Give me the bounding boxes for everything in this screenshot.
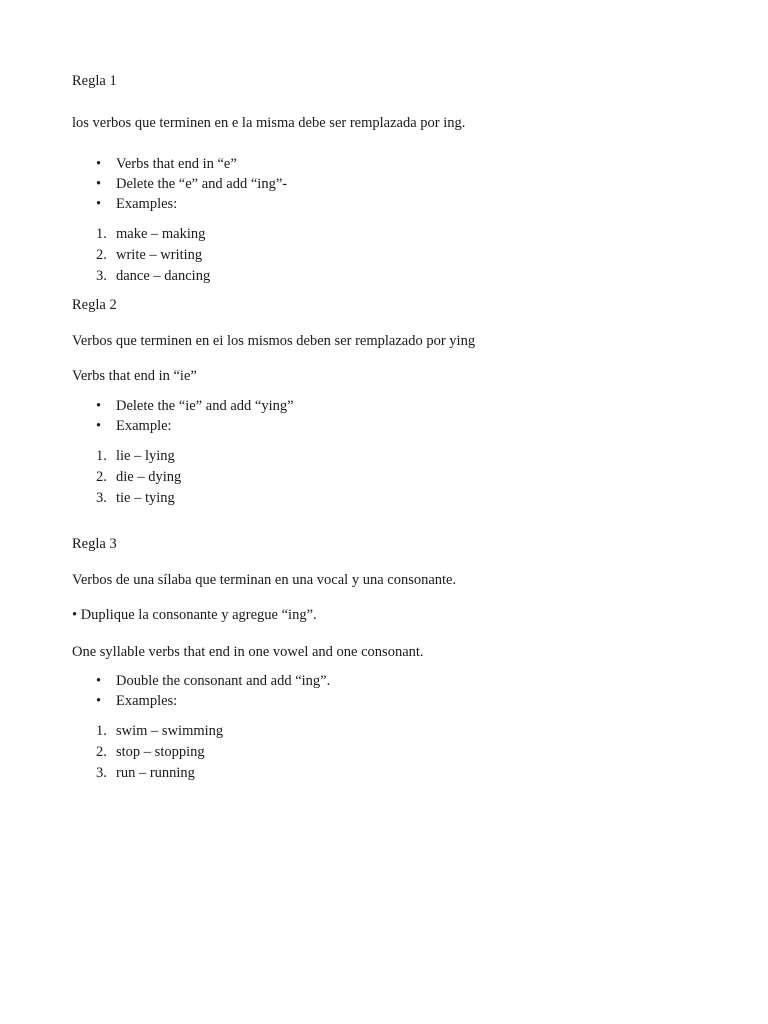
rule3-heading: Regla 3 <box>72 536 117 552</box>
list-number: 3. <box>96 490 107 506</box>
list-item-text: run – running <box>116 765 195 781</box>
list-item-text: Verbs that end in “e” <box>116 156 237 172</box>
rule3-description: Verbos de una sílaba que terminan en una vocal y una consonante. <box>72 572 457 588</box>
bullet-icon: • <box>96 156 102 172</box>
list-item-text: Examples: <box>116 196 178 212</box>
rule3-intro: One syllable verbs that end in one vowel and one consonant. <box>72 644 424 660</box>
list-item-text: Delete the “e” and add “ing”- <box>116 176 288 192</box>
list-number: 1. <box>96 723 107 739</box>
rule1-heading: Regla 1 <box>72 73 117 89</box>
list-number: 2. <box>96 247 107 263</box>
list-item-text: swim – swimming <box>116 723 224 739</box>
rule2-description: Verbos que terminen en ei los mismos deben ser remplazado por ying <box>72 333 476 349</box>
list-item-text: tie – tying <box>116 490 175 506</box>
list-number: 1. <box>96 226 107 242</box>
list-item-text: lie – lying <box>116 448 175 464</box>
list-number: 3. <box>96 268 107 284</box>
rule3-spanish-bullet: • Duplique la consonante y agregue “ing”. <box>72 607 317 623</box>
list-item-text: Example: <box>116 418 172 434</box>
bullet-icon: • <box>96 673 102 689</box>
list-number: 1. <box>96 448 107 464</box>
rule2-heading: Regla 2 <box>72 297 117 313</box>
list-item-text: Examples: <box>116 693 178 709</box>
rule2-intro: Verbs that end in “ie” <box>72 368 197 384</box>
list-number: 2. <box>96 469 107 485</box>
bullet-icon: • <box>96 176 102 192</box>
bullet-icon: • <box>96 196 102 212</box>
list-item-text: make – making <box>116 226 206 242</box>
bullet-icon: • <box>96 693 102 709</box>
list-item-text: Double the consonant and add “ing”. <box>116 673 331 689</box>
list-item-text: dance – dancing <box>116 268 211 284</box>
list-number: 3. <box>96 765 107 781</box>
rule1-description: los verbos que terminen en e la misma debe ser remplazada por ing. <box>72 115 466 131</box>
list-item-text: write – writing <box>116 247 203 263</box>
list-item-text: stop – stopping <box>116 744 205 760</box>
list-item-text: Delete the “ie” and add “ying” <box>116 398 294 414</box>
bullet-icon: • <box>96 418 102 434</box>
list-number: 2. <box>96 744 107 760</box>
bullet-icon: • <box>96 398 102 414</box>
list-item-text: die – dying <box>116 469 182 485</box>
